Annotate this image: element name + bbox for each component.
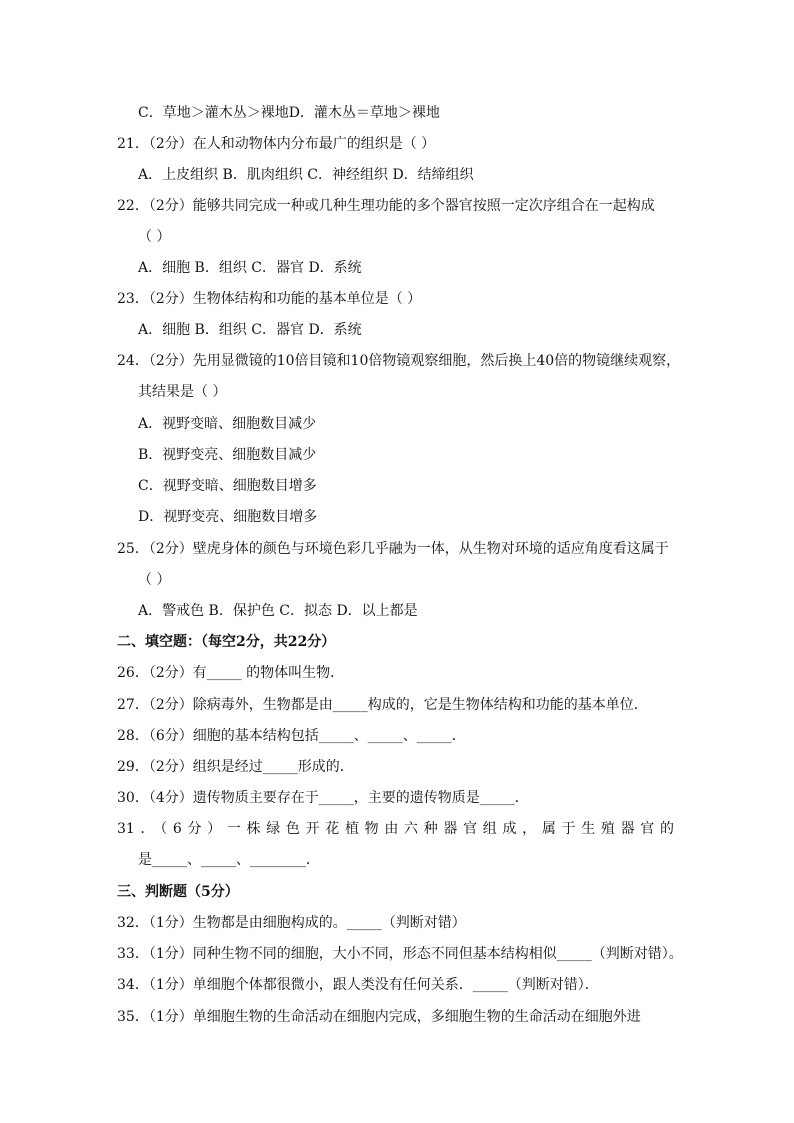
question-22-bracket: （ ） xyxy=(138,229,171,245)
q24-option-a: A．视野变暗、细胞数目减少 xyxy=(138,416,317,432)
q25-options: A．警戒色 B．保护色 C．拟态 D．以上都是 xyxy=(138,603,418,619)
question-31: 31．（6分）一株绿色开花植物由六种器官组成，属于生殖器官的 xyxy=(117,821,674,837)
question-25: 25．（2分）壁虎身体的颜色与环境色彩几乎融为一体，从生物对环境的适应角度看这属于 xyxy=(117,541,669,557)
question-24: 24．（2分）先用显微镜的10倍目镜和10倍物镜观察细胞，然后换上40倍的物镜继续观察， xyxy=(117,353,681,369)
question-33: 33．（1分）同种生物不同的细胞，大小不同，形态不同但基本结构相似_____（判断对错）。 xyxy=(117,946,683,962)
question-22: 22．（2分）能够共同完成一种或几种生理功能的多个器官按照一定次序组合在一起构成 xyxy=(117,198,655,214)
question-28: 28．（6分）细胞的基本结构包括_____、_____、_____． xyxy=(117,728,466,744)
question-21: 21．（2分）在人和动物体内分布最广的组织是（ ） xyxy=(117,136,436,152)
question-30: 30．（4分）遗传物质主要存在于_____，主要的遗传物质是_____． xyxy=(117,790,529,806)
question-32: 32．（1分）生物都是由细胞构成的。_____（判断对错） xyxy=(117,915,466,931)
section-judgment-title: 三、判断题（5分） xyxy=(117,884,239,900)
q24-option-d: D．视野变亮、细胞数目增多 xyxy=(138,509,318,525)
question-29: 29．（2分）组织是经过_____形成的． xyxy=(117,759,354,775)
question-25-bracket: （ ） xyxy=(138,572,171,588)
section-fill-in-title: 二、填空题：（每空2分，共22分） xyxy=(117,634,336,650)
q24-option-b: B．视野变亮、细胞数目减少 xyxy=(138,447,317,463)
question-26: 26．（2分）有_____ 的物体叫生物． xyxy=(117,665,345,681)
question-27: 27．（2分）除病毒外，生物都是由_____构成的，它是生物体结构和功能的基本单位． xyxy=(117,697,648,713)
question-34: 34．（1分）单细胞个体都很微小，跟人类没有任何关系．_____（判断对错）． xyxy=(117,977,599,993)
question-35: 35．（1分）单细胞生物的生命活动在细胞内完成，多细胞生物的生命活动在细胞外进 xyxy=(117,1009,641,1025)
q22-options: A．细胞 B．组织 C．器官 D．系统 xyxy=(138,260,362,276)
q23-options: A．细胞 B．组织 C．器官 D．系统 xyxy=(138,322,362,338)
q20-option-c-d: C．草地＞灌木丛＞裸地D．灌木丛＝草地＞裸地 xyxy=(138,105,440,121)
question-31-cont: 是_____、_____、________． xyxy=(138,852,320,868)
question-23: 23．（2分）生物体结构和功能的基本单位是（ ） xyxy=(117,291,422,307)
q21-options: A．上皮组织 B．肌肉组织 C．神经组织 D．结缔组织 xyxy=(138,167,474,183)
q24-option-c: C．视野变暗、细胞数目增多 xyxy=(138,478,317,494)
question-24-cont: 其结果是（ ） xyxy=(138,384,227,400)
